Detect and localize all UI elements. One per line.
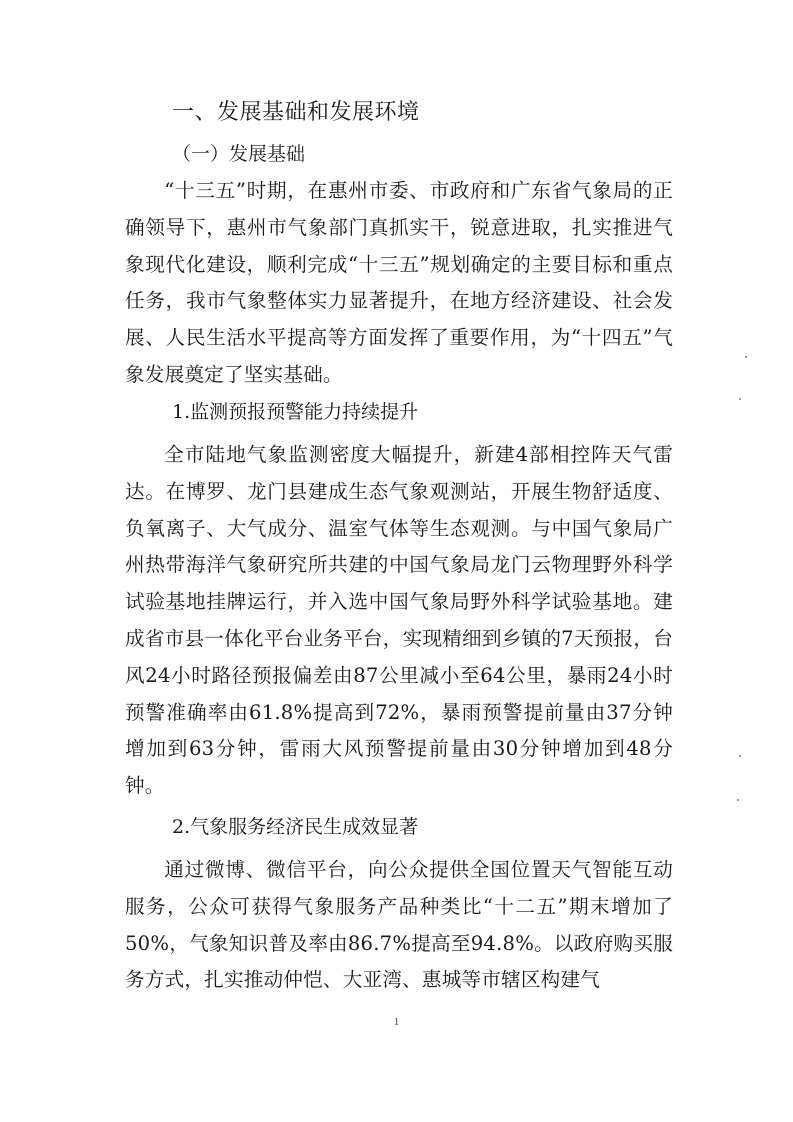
section-title-monitoring: 1.监测预报预警能力持续提升 [172, 401, 419, 423]
heading-level-1: 一、发展基础和发展环境 [172, 100, 420, 125]
scan-speck [739, 755, 741, 757]
scan-speck [739, 398, 741, 400]
scan-speck [737, 799, 739, 801]
scan-speck [745, 356, 747, 358]
heading-level-2: （一）发展基础 [172, 143, 306, 165]
page-number: 1 [393, 1016, 400, 1028]
section-title-services: 2.气象服务经济民生成效显著 [172, 816, 419, 838]
paragraph-services: 通过微博、微信平台，向公众提供全国位置天气智能互动服务，公众可获得气象服务产品种类比“十二五”期末增加了50%，气象知识普及率由86.7%提高至94.8%。以政府购买服务方式，扎实推动仲恺、大亚湾、惠城等市辖区构建气 [125, 858, 673, 992]
paragraph-intro: “十三五”时期，在惠州市委、市政府和广东省气象局的正确领导下，惠州市气象部门真抓实干，锐意进取，扎实推进气象现代化建设，顺利完成“十三五”规划确定的主要目标和重点任务，我市气象整体实力显著提升，在地方经济建设、社会发展、人民生活水平提高等方面发挥了重要作用，为“十四五”气象发展奠定了坚实基础。 [125, 179, 673, 386]
paragraph-monitoring: 全市陆地气象监测密度大幅提升，新建4部相控阵天气雷达。在博罗、龙门县建成生态气象观测站，开展生物舒适度、负氧离子、大气成分、温室气体等生态观测。与中国气象局广州热带海洋气象研究所共建的中国气象局龙门云物理野外科学试验基地挂牌运行，并入选中国气象局野外科学试验基地。建成省市县一体化平台业务平台，实现精细到乡镇的7天预报，台风24小时路径预报偏差由87公里减小至64公里，暴雨24小时预警准确率由61.8%提高到72%，暴雨预警提前量由37分钟增加到63分钟，雷雨大风预警提前量由30分钟增加到48分钟。 [125, 443, 673, 798]
